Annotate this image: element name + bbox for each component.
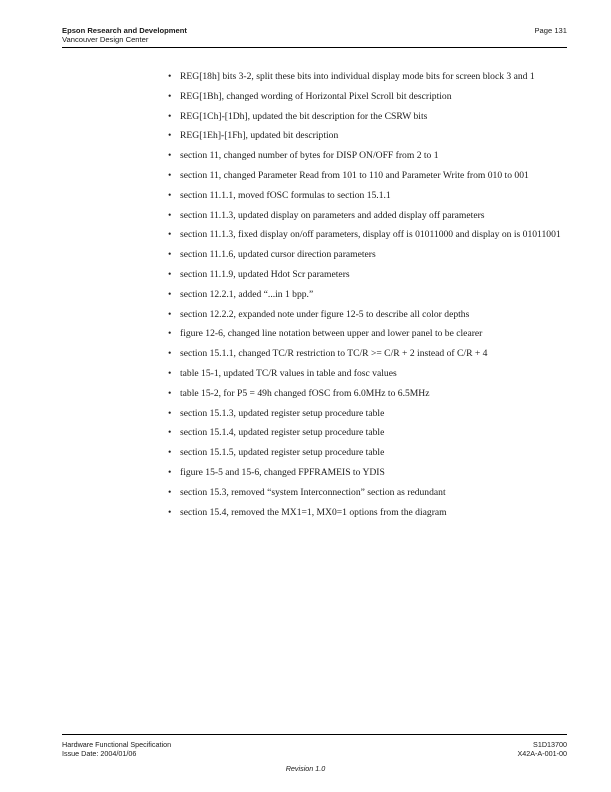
change-text: REG[1Ch]-[1Dh], updated the bit description for the CSRW bits [180,110,428,122]
bullet-icon: • [168,466,172,478]
change-text: REG[1Eh]-[1Fh], updated bit description [180,130,339,142]
change-text: section 11, changed number of bytes for DISP ON/OFF from 2 to 1 [180,150,439,162]
part-number: S1D13700 [533,740,567,749]
bullet-icon: • [168,169,172,181]
change-item [168,289,564,300]
change-text: section 11.1.3, updated display on parameters and added display off parameters [180,209,485,221]
change-text: section 12.2.2, expanded note under figure 12-5 to describe all color depths [180,308,470,320]
change-text: figure 12-6, changed line notation between upper and lower panel to be clearer [180,328,483,340]
bullet-icon: • [168,110,172,122]
bullet-icon: • [168,150,172,162]
change-item [168,249,564,260]
change-item [168,71,564,82]
change-text: REG[18h] bits 3-2, split these bits into individual display mode bits for screen block 3 and 1 [180,71,535,82]
change-text: section 15.3, removed “system Interconnection” section as redundant [180,486,446,498]
change-text: section 11, changed Parameter Read from 101 to 110 and Parameter Write from 010 to 001 [180,169,529,181]
change-item [168,487,564,498]
change-item [168,507,564,518]
change-text: table 15-2, for P5 = 49h changed fOSC from 6.0MHz to 6.5MHz [180,387,430,399]
document-title: Hardware Functional Specification [62,740,172,749]
change-item [168,130,564,141]
change-text: figure 15-5 and 15-6, changed FPFRAMEIS to YDIS [180,466,385,478]
change-text: REG[1Bh], changed wording of Horizontal Pixel Scroll bit description [180,90,452,102]
change-text: section 15.1.4, updated register setup procedure table [180,427,385,439]
bullet-icon: • [168,268,172,280]
change-item [168,170,564,181]
bullet-icon: • [168,71,172,82]
change-text: section 11.1.9, updated Hdot Scr parameters [180,268,350,280]
change-text: section 15.1.1, changed TC/R restriction to TC/R >= C/R + 2 instead of C/R + 4 [180,348,488,360]
change-item [168,447,564,458]
bullet-icon: • [168,506,172,518]
change-text: section 11.1.6, updated cursor direction parameters [180,249,376,261]
change-text: section 15.1.5, updated register setup procedure table [180,447,385,459]
change-item [168,348,564,359]
bullet-icon: • [168,328,172,340]
change-item [168,269,564,280]
change-list [168,71,564,526]
change-item [168,91,564,102]
footer-rule [62,734,567,735]
page-number: Page 131 [534,26,567,35]
change-text: section 11.1.1, moved fOSC formulas to section 15.1.1 [180,189,391,201]
page-header-left [62,26,187,44]
bullet-icon: • [168,348,172,360]
bullet-icon: • [168,288,172,300]
issue-date: Issue Date: 2004/01/06 [62,748,137,758]
header-rule [62,47,567,48]
change-item [168,150,564,161]
page-footer-left [62,741,171,758]
change-item [168,408,564,419]
design-center: Vancouver Design Center [62,35,149,44]
change-item [168,210,564,221]
bullet-icon: • [168,427,172,439]
change-item [168,388,564,399]
bullet-icon: • [168,90,172,102]
change-text: section 12.2.1, added “...in 1 bpp.” [180,288,314,300]
bullet-icon: • [168,249,172,261]
bullet-icon: • [168,367,172,379]
bullet-icon: • [168,486,172,498]
change-text: section 11.1.3, fixed display on/off parameters, display off is 01011000 and display on is 01011001 [180,229,561,241]
change-item [168,368,564,379]
page-footer-right [517,741,567,758]
bullet-icon: • [168,407,172,419]
bullet-icon: • [168,229,172,241]
bullet-icon: • [168,189,172,201]
change-item [168,309,564,320]
bullet-icon: • [168,308,172,320]
change-item [168,190,564,201]
change-item [168,467,564,478]
bullet-icon: • [168,130,172,142]
change-item [168,229,564,240]
bullet-icon: • [168,447,172,459]
document-number: X42A-A-001-00 [517,748,567,758]
change-item [168,111,564,122]
bullet-icon: • [168,209,172,221]
bullet-icon: • [168,387,172,399]
change-item [168,427,564,438]
revision: Revision 1.0 [285,764,326,773]
change-text: table 15-1, updated TC/R values in table and fosc values [180,367,397,379]
change-item [168,328,564,339]
change-text: section 15.4, removed the MX1=1, MX0=1 options from the diagram [180,506,447,518]
company-name: Epson Research and Development [62,26,187,35]
change-text: section 15.1.3, updated register setup procedure table [180,407,385,419]
